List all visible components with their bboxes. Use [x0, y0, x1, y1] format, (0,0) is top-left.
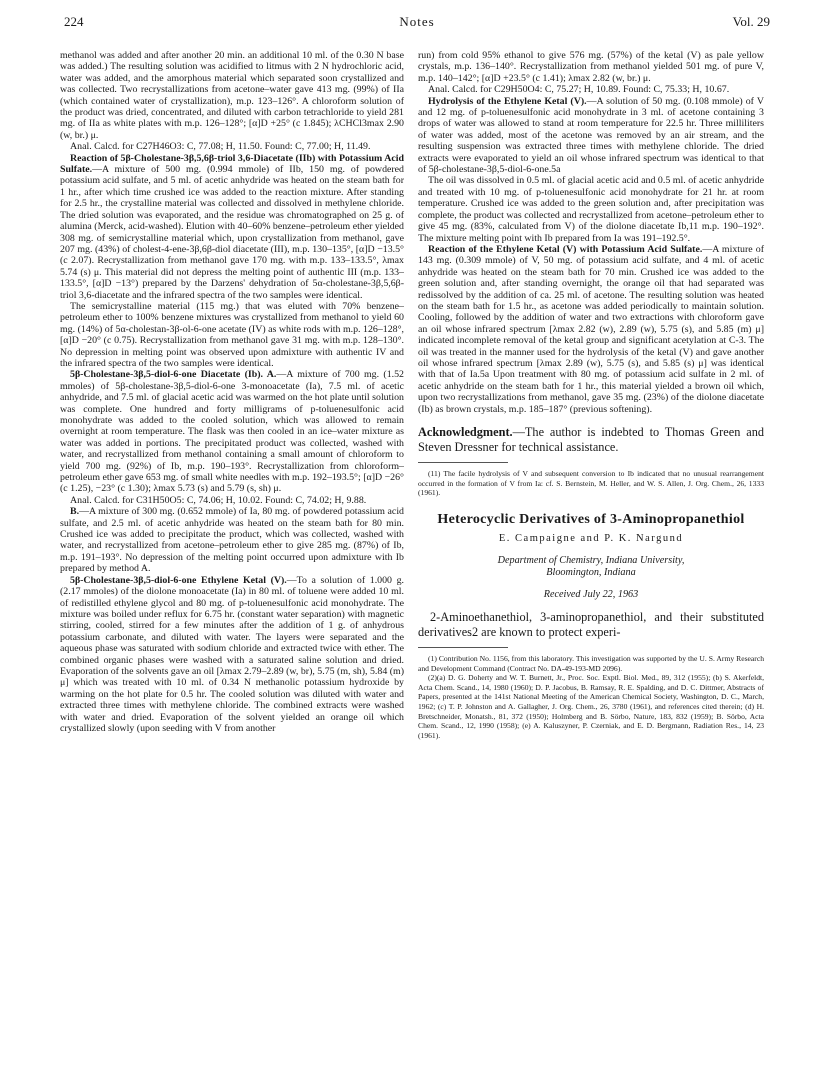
article-title: Heterocyclic Derivatives of 3-Aminopropanethiol	[437, 511, 745, 527]
received-date: Received July 22, 1963	[543, 588, 639, 600]
paragraph	[60, 575, 404, 735]
paragraph-text: The semicrystalline material (115 mg.) that was eluted with 70% benzene–petroleum ether to 100% benzene mixtures was crystallized from methanol to yield 60 mg. (14%) of 5α-cholestan-3β-ol-6-one acetate (IV) as white rods with m.p. 126–128°, [α]D −20° (c 0.75). Recrystallization from methanol gave 31 mg. with m.p. 128–130°. No depression in melting point was observed upon admixture with authentic IV and the infrared spectra of the two samples were identical.	[60, 300, 404, 369]
paragraph	[60, 369, 404, 494]
section-heading: 5β-Cholestane-3β,5-diol-6-one Ethylene Ketal (V).	[70, 574, 287, 586]
footnote: (1) Contribution No. 1156, from this laboratory. This investigation was supported by the U. S. Army Research and Development Command (Contract No. DA-49-193-MD 2096).	[418, 654, 764, 673]
paragraph-text: —A solution of 50 mg. (0.108 mmole) of V and 12 mg. of p-toluenesulfonic acid monohydrate in 3 ml. of acetone containing 3 drops of water was allowed to stand at room temperature for 22.5 hr. Three milliliters of water was added, most of the acetone was removed by an air stream, and the resulting suspension was extracted three times with methylene chloride. The dried extracts were evaporated to yield an oil whose infrared spectrum was identical to that of 5β-cholestane-3β,5-diol-6-one.5a	[418, 95, 764, 176]
paragraph	[60, 153, 404, 301]
footnote: (11) The facile hydrolysis of V and subsequent conversion to Ib indicated that no unusual rearrangement occurred in the formation of V from Ia: cf. S. Bernstein, M. Heller, and W. S. Allen, J. Org. Chem., 26, 1333 (1961).	[418, 469, 764, 498]
acknowledgment-heading: Acknowledgment.	[418, 425, 513, 439]
page-header	[64, 14, 770, 34]
volume-label: Vol. 29	[732, 14, 770, 29]
paragraph	[60, 495, 404, 506]
left-column	[60, 50, 404, 734]
paragraph-text: Anal. Calcd. for C29H50O4: C, 75.27; H, 10.89. Found: C, 75.33; H, 10.67.	[428, 84, 730, 96]
section-heading: Hydrolysis of the Ethylene Ketal (V).	[428, 95, 587, 107]
paragraph	[418, 175, 764, 243]
article-affiliation	[418, 555, 764, 579]
section-heading: Reaction of 5β-Cholestane-3β,5,6β-triol 3,6-Diacetate (IIb) with Potassium Acid Sulfate.	[60, 152, 404, 176]
paragraph-text: —A mixture of 143 mg. (0.309 mmole) of V, 50 mg. of potassium acid sulfate, and 4 ml. of acetic anhydride was heated on the steam bath for 70 min. Crushed ice was added to the green solution and, after standing overnight, the orange oil that had separated was redissolved by the addition of ca. 25 ml. of acetone. The resulting solution was heated on the steam bath for 1.5 hr., as acetone was added periodically to maintain solution. Cooling, followed by the addition of water and two extractions with chloroform gave an oil whose infrared spectrum [λmax 2.82 (w), 2.89 (w), 5.75 (s), and 5.85 (m) μ] indicated incomplete removal of the ketal group and significant acetylation at C-3. The oil was treated in the manner used for the hydrolysis of the ketal (V) and gave another oil whose infrared spectrum [λmax 2.89 (w), 5.75 (s), and 5.85 (s) μ] was identical with that of Ia.5a Upon treatment with 80 mg. of potassium acid sulfate in 2 ml. of acetic anhydride on the steam bath for 1 hr., this material yielded a brown oil which, upon two recrystallizations from methanol, gave 35 mg. (23%) of the diolone diacetate (Ib) as brown crystals, m.p. 185–187° (previous softening).	[418, 243, 764, 415]
paragraph-text: —A mixture of 500 mg. (0.994 mmole) of IIb, 150 mg. of powdered potassium acid sulfate, and 5 ml. of acetic anhydride was heated on the steam bath for 1 hr., after which time crushed ice was added to the reaction mixture. After standing for 2.5 hr., the crystalline material was collected and dissolved in methylene chloride. The dried solution was evaporated, and the residue was chromatographed on 25 g. of alumina (Merck, acid-washed). Elution with 40–60% benzene–petroleum ether yielded 308 mg. of semicrystalline material which, upon crystallization from methanol, gave 207 mg. (43%) of cholest-4-ene-3β,6β-diol diacetate (III), m.p. 130–135°, [α]D −13.5° (c 2.07). Recrystallization from methanol gave 170 mg. with m.p. 133–133.5°, λmax 5.74 (s) μ. This material did not depress the melting point of authentic III (m.p. 133–133.5°, [α]D −13°) prepared by the Darzens' dehydration of 5α-cholestane-3β,5,6β-triol 3,6-diacetate and the infrared spectra of the two samples were identical.	[60, 164, 404, 301]
paragraph	[418, 84, 764, 95]
paragraph	[418, 244, 764, 415]
acknowledgment	[418, 425, 764, 454]
footnote-divider	[418, 462, 508, 463]
paragraph	[418, 50, 764, 84]
affiliation-line: Department of Chemistry, Indiana University,	[497, 554, 685, 566]
acknowledgment-text: —The author is indebted to Thomas Green and Steven Dressner for technical assistance.	[418, 425, 764, 454]
section-heading: 5β-Cholestane-3β,5-diol-6-one Diacetate (Ib). A.	[70, 369, 277, 381]
paragraph-text: —To a solution of 1.000 g. (2.17 mmoles) of the diolone monoacetate (Ia) in 80 ml. of toluene were added 10 ml. of redistilled ethylene glycol and 80 mg. of p-toluenesulfonic acid monohydrate. The mixture was boiled under reflux for 6.75 hr. (constant water separation) with magnetic stirring, cooled, stirred for a few minutes after the addition of 1 g. of anhydrous potassium carbonate, and diluted with water. The layers were separated and the aqueous phase was saturated with sodium chloride and extracted twice with ether. The combined organic phases were washed with a saturated saline solution and dried. Evaporation of the solvents gave an oil [λmax 2.79–2.89 (w, br), 5.75 (m, sh), 5.84 (m) μ] which was treated with 10 ml. of 0.34 N methanolic potassium hydroxide by warming on the hot plate for 0.5 hr. The cooled solution was diluted with water and extracted three times with methylene chloride. The combined extracts were washed with water and dried. Evaporation of the solvent yielded an orange oil which crystallized slowly (upon seeding with V from another	[60, 574, 404, 734]
paragraph-text: methanol was added and after another 20 min. an additional 10 ml. of the 0.30 N base was added.) The resulting solution was acidified to litmus with 2 N hydrochloric acid, water was added, and the amorphous material which separated soon crystallized and was collected. Two recrystallizations from acetone–water gave 413 mg. (99%) of IIa (which contained water of crystallization), m.p. 123–126°. A chloroform solution of the product was dried, concentrated, and diluted with carbon tetrachloride to yield 281 mg. of IIa as white plates with m.p. 126–128°; [α]D +25° (c 1.845); λCHCl3max 2.90 (w, br.) μ.	[60, 50, 404, 141]
section-heading: B.	[70, 506, 80, 518]
footnote: (2)(a) D. G. Doherty and W. T. Burnett, Jr., Proc. Soc. Exptl. Biol. Med., 89, 312 (1955); (b) S. Akerfeldt, Acta Chem. Scand., 14, 1980 (1960); D. P. Jacobus, B. Ramsay, R. E. Spalding, and D. C. Dittmer, Abstracts of Papers, presented at the 141st National Meeting of the American Chemical Society, Washington, D. C., March, 1962; (c) T. P. Johnston and A. Gallagher, J. Org. Chem., 26, 3780 (1961), and references cited therein; (d) H. Bretschneider, Monatsh., 81, 372 (1950); Holmberg and B. Sörbo, Nature, 183, 832 (1959); B. Sörbo, Acta Chem. Scand., 12, 1990 (1958); (e) A. Kaluszyner, P. Czerniak, and E. D. Bergmann, Radiation Res., 14, 23 (1961).	[418, 673, 764, 740]
paragraph-text: —A mixture of 700 mg. (1.52 mmoles) of 5β-cholestane-3β,5-diol-6-one 3-monoacetate (Ia), 7.5 ml. of acetic anhydride, and 7.5 ml. of glacial acetic acid was warmed on the hot plate until solution was complete. One hundred and forty milligrams of p-toluenesulfonic acid monohydrate was added to the cooled solution, which was allowed to remain overnight at room temperature. The flask was then cooled in an ice–water mixture as water was added in portions. The precipitated product was collected, washed with water, and recrystallized from methanol containing a small amount of chloroform to yield 700 mg. (92%) of Ib, m.p. 190–193°. Recrystallization from chloroform–petroleum ether gave 653 mg. of small white needles with m.p. 192–193.5°; [α]D −26° (c 1.25), −23° (c 1.30); λmax 5.73 (s) and 5.79 (s, sh) μ.	[60, 369, 404, 495]
section-heading: Reaction of the Ethylene Ketal (V) with Potassium Acid Sulfate.	[428, 243, 703, 255]
paragraph	[418, 96, 764, 176]
paragraph	[60, 50, 404, 141]
footnote-divider	[418, 647, 508, 648]
paragraph-text: —A mixture of 300 mg. (0.652 mmole) of Ia, 80 mg. of powdered potassium acid sulfate, and 2.5 ml. of acetic anhydride was heated on the steam bath for 80 min. Crushed ice was added to precipitate the product, which was collected, washed with water, and recrystallized from acetone–petroleum ether to give 285 mg. (87%) of Ib, m.p. 191–193°. No depression of the melting point occurred upon admixture with Ib prepared by method A.	[60, 506, 404, 575]
running-head: Notes	[399, 14, 435, 29]
right-column	[418, 50, 764, 740]
paragraph	[60, 301, 404, 369]
paragraph	[60, 141, 404, 152]
paragraph-text: run) from cold 95% ethanol to give 576 mg. (57%) of the ketal (V) as pale yellow crystals, m.p. 136–140°. Recrystallization from methanol yielded 501 mg. of pure V, m.p. 140–142°; [α]D +23.5° (c 1.41); λmax 2.82 (w, br.) μ.	[418, 50, 764, 84]
page-number: 224	[64, 14, 84, 29]
paragraph-text: Anal. Calcd. for C31H50O5: C, 74.06; H, 10.02. Found: C, 74.02; H, 9.88.	[70, 494, 367, 506]
paragraph-text: Anal. Calcd. for C27H46O3: C, 77.08; H, 11.50. Found: C, 77.00; H, 11.49.	[70, 141, 371, 153]
paragraph-text: The oil was dissolved in 0.5 ml. of glacial acetic acid and 0.5 ml. of acetic anhydride and treated with 10 mg. of p-toluenesulfonic acid monohydrate for 21 hr. at room temperature. Crushed ice was added to the green solution and, after precipitation was complete, the product was collected and recrystallized from acetone–petroleum ether to give 45 mg. (83%, calculated from V) of the diolone diacetate Ib,11 m.p. 190–192°. The mixture melting point with Ib prepared from Ia was 191–192.5°.	[418, 175, 764, 244]
article-authors: E. Campaigne and P. K. Nargund	[498, 533, 684, 545]
article-intro: 2-Aminoethanethiol, 3-aminopropanethiol, and their substituted derivatives2 are known to protect experi-	[418, 610, 764, 639]
affiliation-line: Bloomington, Indiana	[546, 566, 636, 578]
paragraph	[60, 506, 404, 574]
